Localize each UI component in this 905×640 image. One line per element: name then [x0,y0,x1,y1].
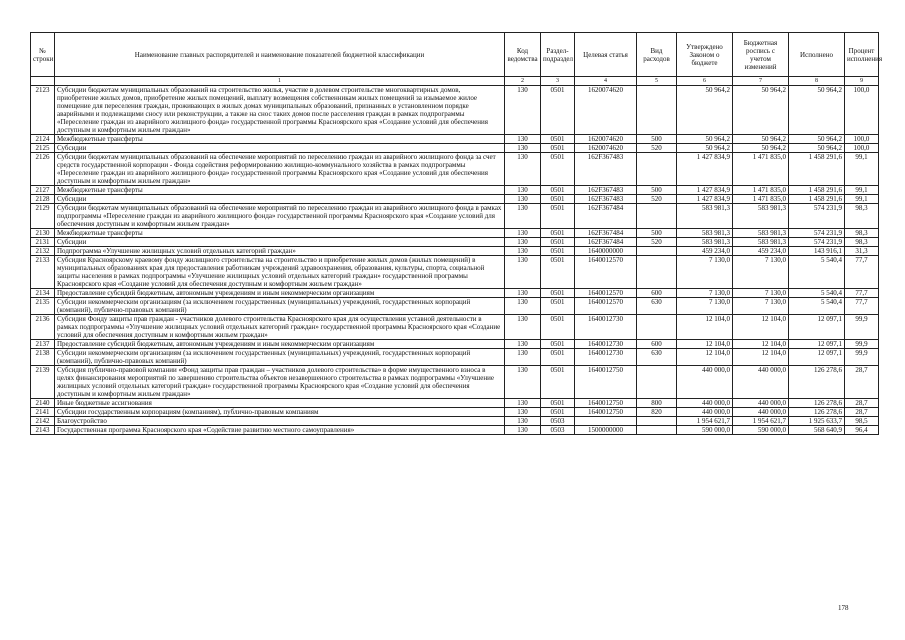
row-number: 2143 [31,426,55,435]
budget-execution-table [30,32,883,435]
column-number: 1 [55,77,505,86]
approved-amount: 1 954 621,7 [677,417,733,426]
department-code: 130 [505,144,541,153]
execution-percent: 28,7 [845,366,879,399]
section-code: 0501 [541,247,575,256]
table-row [31,426,879,435]
section-code: 0501 [541,399,575,408]
section-code: 0501 [541,153,575,186]
executed-amount: 5 540,4 [789,256,845,289]
target-article: 1640012750 [575,366,637,399]
schedule-amount: 440 000,0 [733,399,789,408]
column-number-row [31,77,879,86]
target-article: 162F367483 [575,186,637,195]
section-code: 0501 [541,408,575,417]
target-article: 162F367483 [575,153,637,186]
table-row [31,195,879,204]
execution-percent: 77,7 [845,289,879,298]
execution-percent: 100,0 [845,135,879,144]
schedule-amount: 12 104,0 [733,349,789,366]
table-row [31,144,879,153]
table-row [31,366,879,399]
table-row [31,408,879,417]
section-code: 0501 [541,238,575,247]
execution-percent: 99,1 [845,195,879,204]
section-code: 0501 [541,229,575,238]
approved-amount: 50 964,2 [677,144,733,153]
row-number: 2137 [31,340,55,349]
expense-type: 820 [637,408,677,417]
table-body [31,86,879,435]
row-number: 2134 [31,289,55,298]
row-number: 2135 [31,298,55,315]
department-code: 130 [505,417,541,426]
executed-amount: 12 097,1 [789,315,845,340]
approved-amount: 440 000,0 [677,399,733,408]
expense-type [637,315,677,340]
row-number: 2128 [31,195,55,204]
schedule-amount: 7 130,0 [733,256,789,289]
execution-percent: 99,9 [845,315,879,340]
target-article: 162F367484 [575,229,637,238]
schedule-amount: 590 000,0 [733,426,789,435]
section-code: 0501 [541,315,575,340]
schedule-amount: 12 104,0 [733,315,789,340]
row-number: 2141 [31,408,55,417]
executed-amount: 12 097,1 [789,340,845,349]
row-name: Межбюджетные трансферты [55,135,505,144]
execution-percent: 99,1 [845,153,879,186]
row-name: Субсидии [55,195,505,204]
target-article: 1620074620 [575,135,637,144]
approved-amount: 1 427 834,9 [677,153,733,186]
expense-type: 500 [637,135,677,144]
table-row [31,340,879,349]
table-row [31,349,879,366]
executed-amount: 5 540,4 [789,289,845,298]
expense-type [637,256,677,289]
approved-amount: 583 981,3 [677,204,733,229]
row-name: Субсидии государственным корпорациям (компаниям), публично-правовым компаниям [55,408,505,417]
target-article: 1640012570 [575,256,637,289]
row-name: Субсидия публично-правовой компании «Фонд защиты прав граждан – участников долевого строительства» в форме имущественного взноса в целях финансирования мероприятий по завершению строительства объектов незавершенного строительства в рамках подпрограммы «Улучшение жилищных условий отдельных категорий граждан» государственной программы Красноярского края «Создание условий для обеспечения доступным и комфортным жильем граждан» [55,366,505,399]
expense-type: 630 [637,298,677,315]
table-row [31,135,879,144]
column-number [31,77,55,86]
row-name: Подпрограмма «Улучшение жилищных условий отдельных категорий граждан» [55,247,505,256]
expense-type: 520 [637,195,677,204]
executed-amount: 1 458 291,6 [789,186,845,195]
target-article: 1640012730 [575,315,637,340]
expense-type [637,417,677,426]
row-name: Субсидии некоммерческим организациям (за исключением государственных (муниципальных) учреждений, государственных корпораций (компаний), публично-правовых компаний) [55,349,505,366]
approved-amount: 50 964,2 [677,86,733,135]
table-row [31,399,879,408]
row-name: Субсидии [55,238,505,247]
schedule-amount: 7 130,0 [733,298,789,315]
section-code: 0503 [541,417,575,426]
execution-percent: 77,7 [845,298,879,315]
approved-amount: 590 000,0 [677,426,733,435]
section-code: 0501 [541,349,575,366]
table-row [31,86,879,135]
table-row [31,315,879,340]
section-code: 0501 [541,298,575,315]
expense-type: 500 [637,229,677,238]
department-code: 130 [505,349,541,366]
execution-percent: 100,0 [845,144,879,153]
target-article: 1640012750 [575,408,637,417]
table-row [31,289,879,298]
department-code: 130 [505,340,541,349]
target-article: 1620074620 [575,86,637,135]
row-name: Субсидии некоммерческим организациям (за исключением государственных (муниципальных) учреждений, государственных корпораций (компаний), публично-правовых компаний) [55,298,505,315]
executed-amount: 5 540,4 [789,298,845,315]
column-number: 4 [575,77,637,86]
schedule-amount: 50 964,2 [733,144,789,153]
target-article: 1640012570 [575,298,637,315]
header-expense-type: Вид расходов [637,33,677,77]
header-executed: Исполнено [789,33,845,77]
executed-amount: 568 640,9 [789,426,845,435]
expense-type: 520 [637,238,677,247]
department-code: 130 [505,408,541,417]
row-name: Предоставление субсидий бюджетным, автономным учреждениям и иным некоммерческим организациям [55,340,505,349]
row-number: 2132 [31,247,55,256]
schedule-amount: 50 964,2 [733,135,789,144]
department-code: 130 [505,426,541,435]
schedule-amount: 1 954 621,7 [733,417,789,426]
table-row [31,153,879,186]
row-number: 2133 [31,256,55,289]
table-row [31,256,879,289]
header-target-article: Целевая статья [575,33,637,77]
table-row [31,298,879,315]
section-code: 0503 [541,426,575,435]
executed-amount: 574 231,9 [789,204,845,229]
target-article: 1640012730 [575,340,637,349]
schedule-amount: 1 471 835,0 [733,186,789,195]
executed-amount: 12 097,1 [789,349,845,366]
table-row [31,186,879,195]
row-number: 2124 [31,135,55,144]
row-name: Государственная программа Красноярского края «Содействие развитию местного самоуправления» [55,426,505,435]
department-code: 130 [505,366,541,399]
row-name: Благоустройство [55,417,505,426]
target-article: 162F367484 [575,204,637,229]
row-name: Субсидии бюджетам муниципальных образований на строительство жилья, участие в долевом строительстве многоквартирных домов, приобретение жилых домов, приобретение жилых помещений, выплату возмещения собственникам жилых помещений за изымаемое жилое помещение для переселения граждан, проживающих в жилых домах муниципальных образований, признанных в установленном порядке аварийными и подлежащими сносу или реконструкции, а также на снос таких домов после расселения граждан в рамках подпрограммы «Переселение граждан из аварийного жилищного фонда» государственной программы Красноярского края «Создание условий для обеспечения доступным и комфортным жильем граждан» [55,86,505,135]
approved-amount: 7 130,0 [677,289,733,298]
row-name: Субсидии бюджетам муниципальных образований на обеспечение мероприятий по переселению граждан из аварийного жилищного фонда за счет средств государственной корпорации - Фонда содействия реформированию жилищно-коммунального хозяйства в рамках подпрограммы «Переселение граждан из аварийного жилищного фонда» государственной программы Красноярского края «Создание условий для обеспечения доступным и комфортным жильем граждан» [55,153,505,186]
expense-type [637,153,677,186]
executed-amount: 50 964,2 [789,86,845,135]
expense-type: 800 [637,399,677,408]
execution-percent: 99,1 [845,186,879,195]
target-article: 1500000000 [575,426,637,435]
row-number: 2130 [31,229,55,238]
executed-amount: 1 458 291,6 [789,195,845,204]
execution-percent: 99,9 [845,349,879,366]
department-code: 130 [505,135,541,144]
target-article: 1640012750 [575,399,637,408]
column-number: 9 [845,77,879,86]
header-budget-schedule: Бюджетная роспись с учетом изменений [733,33,789,77]
department-code: 130 [505,204,541,229]
target-article [575,417,637,426]
executed-amount: 1 925 633,7 [789,417,845,426]
table-row [31,238,879,247]
header-approved: Утверждено Законом о бюджете [677,33,733,77]
execution-percent: 100,0 [845,86,879,135]
execution-percent: 98,5 [845,417,879,426]
section-code: 0501 [541,204,575,229]
department-code: 130 [505,315,541,340]
header-section: Раздел-подраздел [541,33,575,77]
column-number: 6 [677,77,733,86]
schedule-amount: 1 471 835,0 [733,195,789,204]
target-article: 162F367483 [575,195,637,204]
executed-amount: 50 964,2 [789,135,845,144]
table-row [31,247,879,256]
expense-type: 500 [637,186,677,195]
row-number: 2127 [31,186,55,195]
column-number: 8 [789,77,845,86]
schedule-amount: 7 130,0 [733,289,789,298]
approved-amount: 12 104,0 [677,340,733,349]
executed-amount: 574 231,9 [789,229,845,238]
expense-type: 600 [637,340,677,349]
row-name: Субсидии бюджетам муниципальных образований на обеспечение мероприятий по переселению граждан из аварийного жилищного фонда в рамках подпрограммы «Переселение граждан из аварийного жилищного фонда» государственной программы Красноярского края «Создание условий для обеспечения доступным и комфортным жильем граждан» [55,204,505,229]
row-number: 2125 [31,144,55,153]
execution-percent: 28,7 [845,399,879,408]
executed-amount: 126 278,6 [789,399,845,408]
approved-amount: 1 427 834,9 [677,186,733,195]
approved-amount: 440 000,0 [677,408,733,417]
expense-type: 630 [637,349,677,366]
department-code: 130 [505,86,541,135]
expense-type [637,204,677,229]
column-number: 2 [505,77,541,86]
schedule-amount: 12 104,0 [733,340,789,349]
schedule-amount: 583 981,3 [733,204,789,229]
expense-type: 520 [637,144,677,153]
department-code: 130 [505,195,541,204]
row-number: 2138 [31,349,55,366]
execution-percent: 31,3 [845,247,879,256]
execution-percent: 28,7 [845,408,879,417]
department-code: 130 [505,256,541,289]
executed-amount: 50 964,2 [789,144,845,153]
approved-amount: 583 981,3 [677,238,733,247]
execution-percent: 99,9 [845,340,879,349]
approved-amount: 459 234,0 [677,247,733,256]
schedule-amount: 440 000,0 [733,366,789,399]
target-article: 1640000000 [575,247,637,256]
executed-amount: 143 916,1 [789,247,845,256]
row-name: Субсидии [55,144,505,153]
header-row-number: № строки [31,33,55,77]
schedule-amount: 583 981,3 [733,238,789,247]
row-number: 2142 [31,417,55,426]
row-name: Межбюджетные трансферты [55,186,505,195]
expense-type [637,86,677,135]
row-number: 2140 [31,399,55,408]
department-code: 130 [505,289,541,298]
target-article: 1640012730 [575,349,637,366]
executed-amount: 574 231,9 [789,238,845,247]
row-number: 2139 [31,366,55,399]
table-row [31,417,879,426]
row-number: 2136 [31,315,55,340]
row-name: Межбюджетные трансферты [55,229,505,238]
header-percent: Процент исполнения [845,33,879,77]
section-code: 0501 [541,135,575,144]
department-code: 130 [505,399,541,408]
department-code: 130 [505,298,541,315]
header-name: Наименование главных распорядителей и наименование показателей бюджетной классификации [55,33,505,77]
row-number: 2131 [31,238,55,247]
approved-amount: 12 104,0 [677,315,733,340]
section-code: 0501 [541,186,575,195]
table-row [31,204,879,229]
section-code: 0501 [541,256,575,289]
row-number: 2126 [31,153,55,186]
section-code: 0501 [541,366,575,399]
approved-amount: 7 130,0 [677,298,733,315]
target-article: 162F367484 [575,238,637,247]
header-department-code: Код ведомства [505,33,541,77]
row-name: Субсидия Красноярскому краевому фонду жилищного строительства на строительство и приобретение жилых домов (жилых помещений) в муниципальных образованиях края для предоставления работникам учреждений здравоохранения, образования, культуры, спорта, социальной защиты населения в рамках подпрограммы «Улучшение жилищных условий отдельных категорий граждан» государственной программы Красноярского края «Создание условий для обеспечения доступным и комфортным жильем граждан» [55,256,505,289]
target-article: 1620074620 [575,144,637,153]
approved-amount: 50 964,2 [677,135,733,144]
table-row [31,229,879,238]
expense-type [637,247,677,256]
department-code: 130 [505,238,541,247]
section-code: 0501 [541,195,575,204]
column-number: 5 [637,77,677,86]
approved-amount: 440 000,0 [677,366,733,399]
schedule-amount: 459 234,0 [733,247,789,256]
expense-type: 600 [637,289,677,298]
schedule-amount: 583 981,3 [733,229,789,238]
execution-percent: 98,3 [845,238,879,247]
department-code: 130 [505,229,541,238]
expense-type [637,426,677,435]
target-article: 1640012570 [575,289,637,298]
schedule-amount: 1 471 835,0 [733,153,789,186]
executed-amount: 126 278,6 [789,366,845,399]
section-code: 0501 [541,289,575,298]
department-code: 130 [505,153,541,186]
section-code: 0501 [541,144,575,153]
schedule-amount: 440 000,0 [733,408,789,417]
row-number: 2129 [31,204,55,229]
execution-percent: 77,7 [845,256,879,289]
execution-percent: 98,3 [845,229,879,238]
approved-amount: 12 104,0 [677,349,733,366]
row-number: 2123 [31,86,55,135]
approved-amount: 1 427 834,9 [677,195,733,204]
execution-percent: 98,3 [845,204,879,229]
section-code: 0501 [541,340,575,349]
header-row [31,33,879,77]
approved-amount: 583 981,3 [677,229,733,238]
column-number: 3 [541,77,575,86]
department-code: 130 [505,186,541,195]
page-number: 178 [838,604,849,612]
schedule-amount: 50 964,2 [733,86,789,135]
section-code: 0501 [541,86,575,135]
column-number: 7 [733,77,789,86]
approved-amount: 7 130,0 [677,256,733,289]
execution-percent: 96,4 [845,426,879,435]
expense-type [637,366,677,399]
executed-amount: 126 278,6 [789,408,845,417]
row-name: Предоставление субсидий бюджетным, автономным учреждениям и иным некоммерческим организациям [55,289,505,298]
department-code: 130 [505,247,541,256]
row-name: Иные бюджетные ассигнования [55,399,505,408]
row-name: Субсидия Фонду защиты прав граждан - участников долевого строительства Красноярского края для осуществления уставной деятельности в рамках подпрограммы «Улучшение жилищных условий отдельных категорий граждан» государственной программы Красноярского края «Создание условий для обеспечения доступным и комфортным жильем граждан» [55,315,505,340]
executed-amount: 1 458 291,6 [789,153,845,186]
